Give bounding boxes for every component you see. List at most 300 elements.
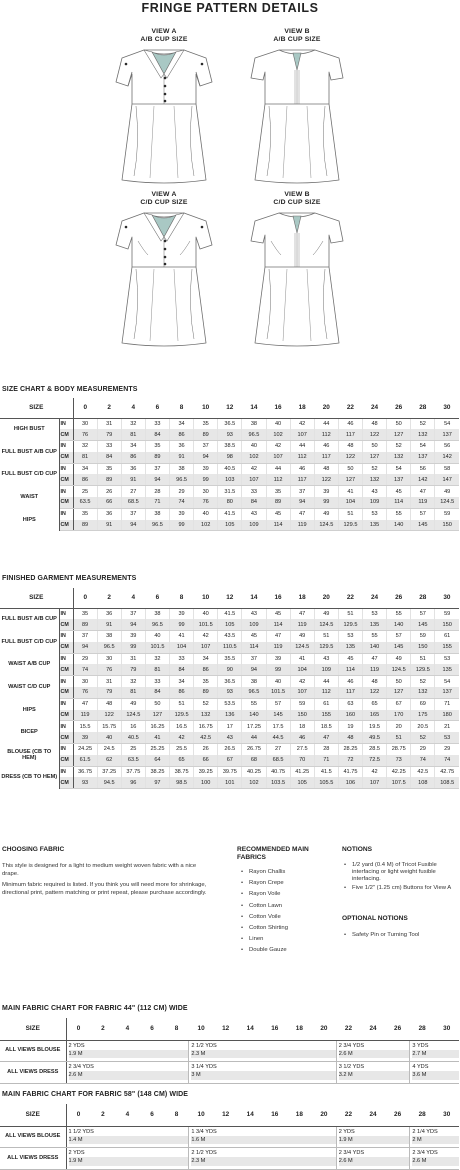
yardage-m: 2.3 M: [191, 1050, 335, 1058]
cell-in: 49: [314, 608, 338, 619]
cell-in: 28: [145, 486, 169, 497]
cell-cm: 81: [145, 664, 169, 675]
unit-in: IN: [59, 486, 73, 497]
cell-in: 25.5: [170, 744, 194, 755]
cell-in: 34: [170, 418, 194, 429]
row-label: WAIST C/D CUP: [0, 676, 59, 699]
cell-cm: 104: [170, 642, 194, 653]
cell-in: 54: [387, 463, 411, 474]
cell-cm: 72.5: [363, 755, 387, 766]
cell-cm: 94: [73, 642, 97, 653]
cell-cm: 114: [338, 664, 362, 675]
cell-in: 24.25: [73, 744, 97, 755]
cell-in: 39: [170, 608, 194, 619]
cell-cm: 127: [338, 474, 362, 485]
cell-cm: 103: [218, 474, 242, 485]
table-row: [0, 732, 459, 743]
cell-cm: 74: [411, 755, 435, 766]
size-col-header: 14: [242, 588, 266, 608]
cell-cm: 132: [363, 474, 387, 485]
cell-cm: 119: [73, 710, 97, 721]
cell-in: 54: [435, 418, 459, 429]
yardage-yd: 2 1/4 YDS: [412, 1128, 438, 1135]
cell-in: 49: [121, 698, 145, 709]
cell-in: 42: [242, 463, 266, 474]
size-col-header: 12: [218, 398, 242, 418]
view-label-a-ab: VIEW A A/B CUP SIZE: [140, 28, 188, 43]
cell-cm: 96.5: [145, 619, 169, 630]
cell-in: 47: [290, 608, 314, 619]
cell-in: 16.75: [194, 721, 218, 732]
yardage-yd: 2 3/4 YDS: [68, 1064, 94, 1070]
cell-cm: 43: [218, 732, 242, 743]
cell-in: 38: [145, 608, 169, 619]
cell-cm: 91: [97, 619, 121, 630]
cell-cm: 68.5: [121, 497, 145, 508]
yardage-yd: 2 1/2 YDS: [191, 1042, 217, 1049]
cell-cm: 94.5: [97, 777, 121, 788]
size-col-header: 14: [238, 1104, 263, 1126]
cell-in: 36: [97, 608, 121, 619]
yardage-yd: 2 YDS: [68, 1042, 85, 1049]
cell-in: 41.25: [290, 766, 314, 777]
unit-in: IN: [59, 766, 73, 777]
cell-cm: 66: [97, 497, 121, 508]
table-row: [0, 497, 459, 508]
size-col-header: 28: [411, 398, 435, 418]
cell-in: 53: [363, 508, 387, 519]
table-row: [0, 676, 459, 687]
row-label: BICEP: [0, 721, 59, 744]
recommended-fabrics-title: RECOMMENDED MAIN FABRICS: [237, 846, 309, 861]
yardage-yd: 1 3/4 YDS: [191, 1128, 217, 1135]
table-row: [0, 1148, 459, 1170]
unit-cm: CM: [59, 777, 73, 788]
size-col-header: 24: [361, 1104, 386, 1126]
cell-cm: 86: [170, 687, 194, 698]
cell-in: 40: [266, 418, 290, 429]
cell-in: 15.75: [97, 721, 121, 732]
cell-in: 21: [435, 721, 459, 732]
size-col-header: 8: [164, 1018, 189, 1040]
cell-in: 31.5: [218, 486, 242, 497]
table-row: [0, 1126, 459, 1148]
cell-in: 45: [387, 486, 411, 497]
cell-in: 32: [145, 653, 169, 664]
size-col-header: 22: [338, 588, 362, 608]
cell-in: 41: [170, 631, 194, 642]
cell-in: 19.5: [363, 721, 387, 732]
cell-in: 29: [435, 744, 459, 755]
row-label: HIPS: [0, 698, 59, 721]
yardage-cell: [410, 1148, 459, 1170]
size-header: SIZE: [0, 398, 73, 418]
cell-cm: 71: [314, 755, 338, 766]
size-col-header: 12: [213, 1104, 238, 1126]
cell-in: 38: [97, 631, 121, 642]
cell-in: 40: [242, 441, 266, 452]
cell-cm: 93: [73, 777, 97, 788]
cell-cm: 122: [97, 710, 121, 721]
cell-in: 55: [387, 508, 411, 519]
cell-cm: 150: [290, 710, 314, 721]
cell-in: 38.75: [170, 766, 194, 777]
cell-in: 17: [218, 721, 242, 732]
table-row: [0, 687, 459, 698]
cell-in: 47: [411, 486, 435, 497]
garment-chart-title: FINISHED GARMENT MEASUREMENTS: [2, 575, 137, 582]
size-col-header: 8: [164, 1104, 189, 1126]
cell-in: 35: [194, 676, 218, 687]
cell-cm: 84: [242, 497, 266, 508]
cell-in: 34: [170, 676, 194, 687]
cell-in: 19: [338, 721, 362, 732]
dress-illustration-view-b-cd: [247, 207, 347, 347]
cell-cm: 129.5: [338, 520, 362, 531]
size-col-header: 2: [91, 1018, 116, 1040]
cell-cm: 114: [266, 619, 290, 630]
cell-in: 20.5: [411, 721, 435, 732]
cell-in: 59: [435, 508, 459, 519]
cell-cm: 96.5: [145, 520, 169, 531]
yardage-m: 2.6 M: [412, 1157, 459, 1165]
dress-illustration-view-a-ab: [114, 44, 214, 184]
cell-cm: 49.5: [363, 732, 387, 743]
cell-in: 36: [170, 441, 194, 452]
cell-cm: 94: [145, 474, 169, 485]
cell-in: 38: [145, 508, 169, 519]
size-col-header: 4: [121, 588, 145, 608]
cell-in: 44: [266, 463, 290, 474]
size-col-header: 22: [336, 1018, 361, 1040]
cell-in: 47: [266, 631, 290, 642]
cell-cm: 129.5: [338, 619, 362, 630]
list-item: • Rayon Challis: [241, 867, 288, 878]
row-label: DRESS (CB TO HEM): [0, 766, 59, 789]
cell-in: 53: [435, 653, 459, 664]
yardage-yd: 3 1/2 YDS: [338, 1064, 365, 1070]
cell-cm: 89: [194, 429, 218, 440]
cell-in: 37: [290, 486, 314, 497]
unit-cm: CM: [59, 619, 73, 630]
cell-in: 30: [73, 676, 97, 687]
cell-cm: 40: [97, 732, 121, 743]
yardage-m: 3 M: [191, 1071, 335, 1079]
cell-cm: 145: [387, 642, 411, 653]
cell-in: 59: [411, 631, 435, 642]
cell-in: 54: [411, 441, 435, 452]
size-col-header: 0: [66, 1104, 91, 1126]
yardage-m: 2.6 M: [339, 1050, 410, 1058]
cell-in: 45: [266, 608, 290, 619]
yardage-cell: [410, 1126, 459, 1148]
row-label: FULL BUST A/B CUP: [0, 608, 59, 631]
cell-cm: 47: [314, 732, 338, 743]
cell-in: 42.25: [387, 766, 411, 777]
cell-in: 55: [363, 631, 387, 642]
cell-in: 24.5: [97, 744, 121, 755]
cell-cm: 68.5: [266, 755, 290, 766]
size-col-header: 2: [97, 588, 121, 608]
cell-in: 25.25: [145, 744, 169, 755]
cell-in: 52: [411, 676, 435, 687]
cell-in: 44: [314, 418, 338, 429]
cell-cm: 98.5: [170, 777, 194, 788]
view-label-b-cd: VIEW B C/D CUP SIZE: [273, 191, 321, 206]
cell-in: 40.5: [218, 463, 242, 474]
table-row: [0, 429, 459, 440]
cell-in: 17.5: [266, 721, 290, 732]
cell-in: 67: [387, 698, 411, 709]
cell-cm: 42.5: [194, 732, 218, 743]
cell-cm: 76: [97, 664, 121, 675]
cell-cm: 80: [218, 497, 242, 508]
table-row: [0, 744, 459, 755]
table-row: [0, 755, 459, 766]
size-col-header: 20: [312, 1018, 337, 1040]
cell-in: 44: [314, 676, 338, 687]
cell-in: 41.5: [218, 608, 242, 619]
unit-cm: CM: [59, 497, 73, 508]
cell-in: 47: [363, 653, 387, 664]
size-col-header: 30: [435, 398, 459, 418]
size-col-header: 22: [336, 1104, 361, 1126]
recommended-fabrics-list: [241, 867, 288, 957]
cell-in: 69: [411, 698, 435, 709]
cell-cm: 150: [435, 520, 459, 531]
cell-cm: 107: [266, 452, 290, 463]
unit-in: IN: [59, 441, 73, 452]
cell-in: 57: [266, 698, 290, 709]
cell-in: 32: [121, 418, 145, 429]
size-col-header: 2: [97, 398, 121, 418]
cell-in: 49: [290, 631, 314, 642]
cell-cm: 124.5: [387, 664, 411, 675]
yardage-m: 1.9 M: [69, 1157, 189, 1165]
cell-cm: 109: [242, 520, 266, 531]
cell-cm: 105: [290, 777, 314, 788]
size-col-header: 18: [290, 398, 314, 418]
cell-in: 35: [266, 486, 290, 497]
size-col-header: 16: [266, 588, 290, 608]
unit-in: IN: [59, 721, 73, 732]
choosing-fabric-p1: This style is designed for a light to medium weight woven fabric with a nice drape.: [2, 863, 197, 877]
cell-in: 63: [338, 698, 362, 709]
cell-cm: 132: [411, 687, 435, 698]
cell-cm: 124.5: [435, 497, 459, 508]
cell-in: 36: [121, 463, 145, 474]
cell-in: 46: [338, 676, 362, 687]
yardage-yd: 2 YDS: [68, 1150, 85, 1156]
cell-cm: 79: [97, 429, 121, 440]
table-row: [0, 441, 459, 452]
cell-in: 39: [121, 631, 145, 642]
cell-cm: 119: [290, 520, 314, 531]
cell-in: 51: [170, 698, 194, 709]
cell-in: 27: [121, 486, 145, 497]
cell-cm: 99: [266, 664, 290, 675]
cell-in: 57: [387, 631, 411, 642]
yardage-cell: [189, 1126, 336, 1148]
cell-cm: 107: [242, 474, 266, 485]
cell-in: 29: [73, 653, 97, 664]
cell-in: 61: [435, 631, 459, 642]
cell-in: 45: [338, 653, 362, 664]
unit-cm: CM: [59, 687, 73, 698]
size-col-header: 2: [91, 1104, 116, 1126]
unit-cm: CM: [59, 429, 73, 440]
table-row: [0, 418, 459, 429]
table-row: [0, 766, 459, 777]
cell-in: 49: [435, 486, 459, 497]
yardage-cell: [189, 1148, 336, 1170]
size-col-header: 0: [66, 1018, 91, 1040]
cell-cm: 97: [145, 777, 169, 788]
cell-cm: 103.5: [266, 777, 290, 788]
table-row: [0, 520, 459, 531]
row-label: BLOUSE (CB TO HEM): [0, 744, 59, 767]
cell-in: 39.25: [194, 766, 218, 777]
cell-in: 31: [97, 676, 121, 687]
size-col-header: 12: [218, 588, 242, 608]
yardage-yd: 3 YDS: [412, 1042, 429, 1049]
cell-in: 46: [338, 418, 362, 429]
cell-cm: 91: [170, 452, 194, 463]
cell-cm: 127: [145, 710, 169, 721]
cell-in: 40: [266, 676, 290, 687]
cell-in: 48: [314, 463, 338, 474]
cell-cm: 76: [73, 687, 97, 698]
cell-in: 51: [314, 631, 338, 642]
cell-cm: 99: [170, 520, 194, 531]
cell-in: 35.5: [218, 653, 242, 664]
choosing-fabric-p2: Minimum fabric required is listed. If you think you will need more for shrinkage, directional print, pattern matching or print repeat, please purchase accordingly.: [2, 882, 207, 896]
cell-in: 29: [170, 486, 194, 497]
yardage-cell: [410, 1040, 459, 1062]
cell-cm: 96.5: [242, 687, 266, 698]
cell-in: 49: [314, 508, 338, 519]
cell-cm: 140: [387, 520, 411, 531]
unit-cm: CM: [59, 452, 73, 463]
cell-in: 26.75: [242, 744, 266, 755]
cell-cm: 105.5: [314, 777, 338, 788]
yardage-yd: 2 YDS: [338, 1128, 355, 1135]
cell-cm: 122: [314, 474, 338, 485]
cell-in: 33: [242, 486, 266, 497]
cell-cm: 96: [121, 777, 145, 788]
cell-in: 28.5: [363, 744, 387, 755]
unit-in: IN: [59, 418, 73, 429]
unit-cm: CM: [59, 710, 73, 721]
cell-in: 33: [170, 653, 194, 664]
cell-cm: 135: [363, 619, 387, 630]
cell-in: 32: [73, 441, 97, 452]
size-col-header: 14: [242, 398, 266, 418]
notions-title: NOTIONS: [342, 846, 373, 853]
cell-in: 26.5: [218, 744, 242, 755]
cell-cm: 137: [435, 429, 459, 440]
cell-cm: 40.5: [121, 732, 145, 743]
cell-in: 40: [145, 631, 169, 642]
size-col-header: 10: [194, 588, 218, 608]
table-row: [0, 474, 459, 485]
cell-cm: 102: [194, 520, 218, 531]
cell-cm: 98: [218, 452, 242, 463]
cell-cm: 63.5: [73, 497, 97, 508]
cell-cm: 94: [194, 452, 218, 463]
cell-in: 17.25: [242, 721, 266, 732]
cell-in: 54: [435, 676, 459, 687]
size-col-header: 4: [115, 1018, 140, 1040]
cell-cm: 81: [121, 687, 145, 698]
cell-in: 42: [363, 766, 387, 777]
cell-in: 48: [363, 418, 387, 429]
cell-cm: 44.5: [266, 732, 290, 743]
unit-cm: CM: [59, 474, 73, 485]
unit-in: IN: [59, 698, 73, 709]
list-item: • 1/2 yard (0.4 M) of Tricot Fusible interfacing or light weight fusible interfacing.: [344, 862, 456, 883]
size-col-header: 8: [170, 588, 194, 608]
cell-cm: 99: [170, 619, 194, 630]
cell-in: 42: [290, 418, 314, 429]
cell-cm: 105: [218, 619, 242, 630]
cell-cm: 89: [145, 452, 169, 463]
cell-in: 50: [338, 463, 362, 474]
size-col-header: 0: [73, 588, 97, 608]
cell-in: 30: [97, 653, 121, 664]
size-col-header: 26: [387, 398, 411, 418]
table-row: [0, 463, 459, 474]
cell-in: 52: [363, 463, 387, 474]
table-row: [0, 1062, 459, 1084]
cell-cm: 89: [97, 474, 121, 485]
cell-in: 44: [290, 441, 314, 452]
page-title: FRINGE PATTERN DETAILS: [141, 1, 319, 15]
cell-cm: 65: [170, 755, 194, 766]
cell-cm: 102: [242, 777, 266, 788]
cell-cm: 89: [266, 497, 290, 508]
cell-cm: 104: [290, 664, 314, 675]
cell-in: 65: [363, 698, 387, 709]
cell-cm: 112: [266, 474, 290, 485]
size-col-header: 24: [363, 588, 387, 608]
cell-cm: 137: [435, 687, 459, 698]
fabric58-title: MAIN FABRIC CHART FOR FABRIC 58" (148 CM) WIDE: [2, 1091, 189, 1098]
yardage-cell: [189, 1040, 336, 1062]
cell-cm: 46: [290, 732, 314, 743]
yardage-cell: [66, 1126, 189, 1148]
size-header: SIZE: [0, 1018, 66, 1040]
cell-cm: 52: [411, 732, 435, 743]
cell-in: 39: [266, 653, 290, 664]
table-row: [0, 653, 459, 664]
cell-in: 37: [194, 441, 218, 452]
cell-in: 48: [338, 441, 362, 452]
cell-in: 34: [194, 653, 218, 664]
size-col-header: 18: [287, 1104, 312, 1126]
cell-cm: 48: [338, 732, 362, 743]
cell-in: 53.5: [218, 698, 242, 709]
cell-in: 28.75: [387, 744, 411, 755]
cell-cm: 135: [435, 664, 459, 675]
list-item: • Safety Pin or Turning Tool: [344, 932, 456, 939]
list-item: • Double Gauze: [241, 945, 288, 956]
table-row: [0, 631, 459, 642]
cell-cm: 140: [363, 642, 387, 653]
cell-cm: 84: [97, 452, 121, 463]
table-row: [0, 619, 459, 630]
yardage-yd: 2 3/4 YDS: [338, 1150, 365, 1156]
